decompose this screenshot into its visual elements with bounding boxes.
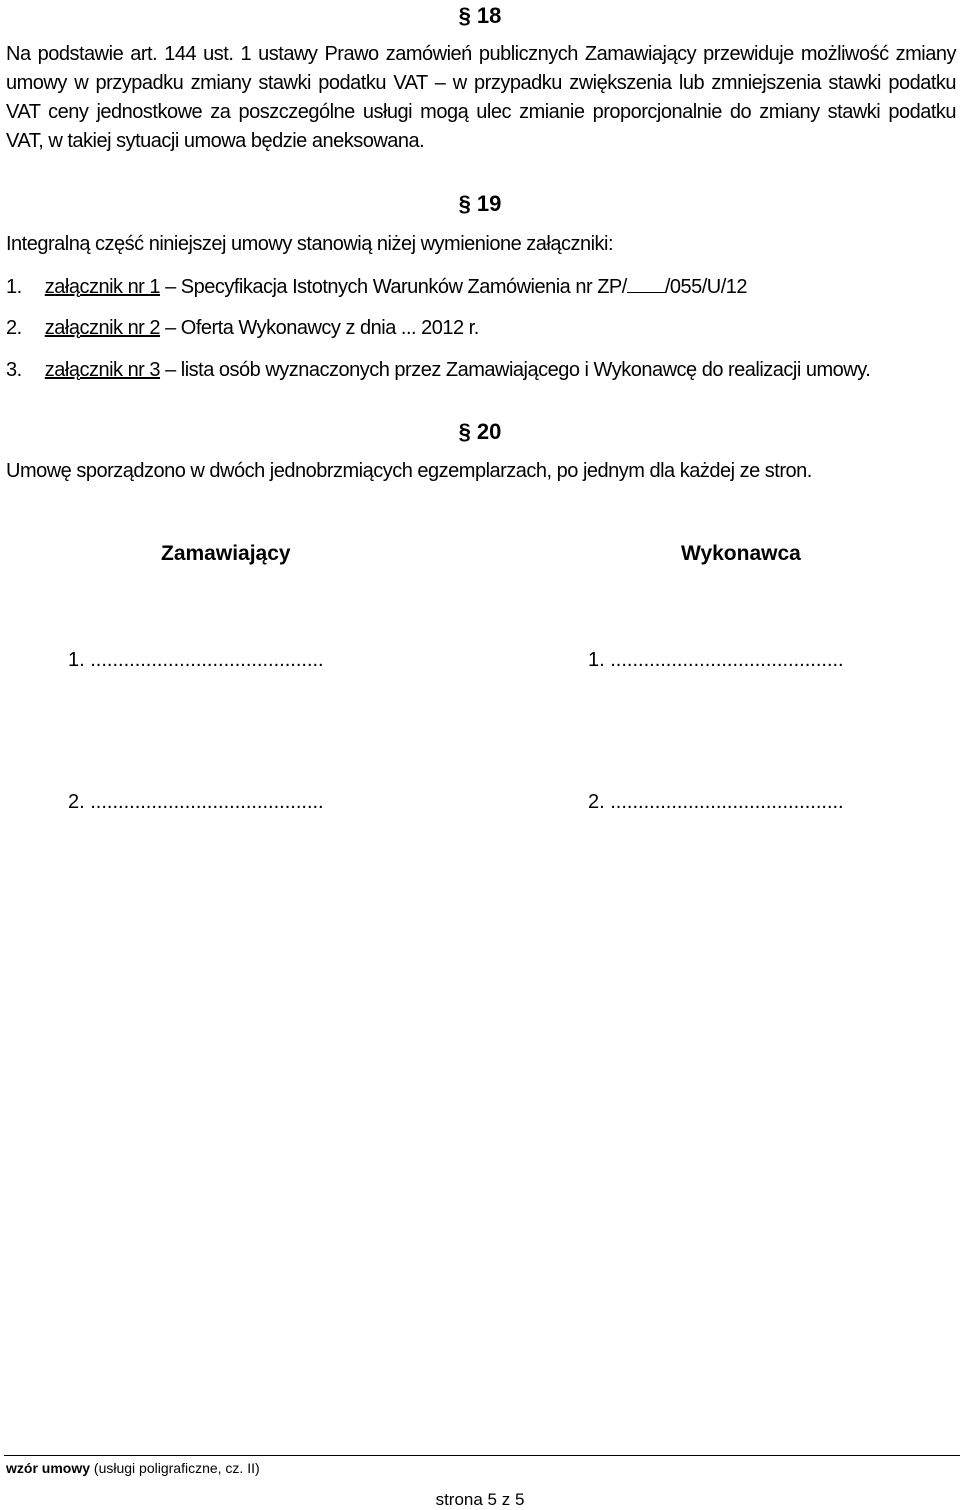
section-18-text: Na podstawie art. 144 ust. 1 ustawy Prawo zamówień publicznych Zamawiający przewiduje możliwość zmiany umowy w przypadku zmiany stawki podatku VAT – w przypadku zwiększenia lub zmniejszenia stawki podatku VAT ceny jednostkowe za poszczególne usługi mogą ulec zmianie proporcjonalnie do zmiany stawki podatku VAT, w takiej sytuacji umowa będzie aneksowana. (6, 43, 956, 152)
attachment-item-3 (6, 356, 870, 384)
signature-title-wykonawca: Wykonawca (681, 542, 801, 565)
signature-title-zamawiajacy: Zamawiający (161, 542, 291, 565)
attachment-item-1 (6, 273, 747, 301)
signature-line-right-2: 2. .......................................... (588, 791, 844, 813)
attachment-num: 3. (6, 359, 22, 381)
attachment-label: załącznik nr 2 (44, 317, 161, 339)
section-19-intro: Integralną część niniejszej umowy stanowią niżej wymienione załączniki: (6, 233, 614, 255)
attachment-label: załącznik nr 3 (44, 359, 161, 381)
section-18-heading: § 18 (458, 3, 502, 28)
section-20-heading: § 20 (458, 419, 502, 444)
signature-line-right-1: 1. .......................................... (588, 649, 844, 671)
attachment-num: 2. (6, 317, 22, 339)
footer-label-rest: (usługi poligraficzne, cz. II) (90, 1460, 260, 1476)
attachment-text: – Oferta Wykonawcy z dnia ... 2012 r. (160, 317, 479, 339)
blank-field (627, 274, 665, 293)
footer-label (6, 1460, 260, 1476)
attachment-item-2 (6, 314, 479, 342)
footer-label-bold: wzór umowy (6, 1460, 91, 1476)
attachment-num: 1. (6, 276, 22, 298)
footer-page-number: strona 5 z 5 (435, 1490, 525, 1509)
signature-line-left-1: 1. .......................................... (68, 649, 324, 671)
attachment-text: – Specyfikacja Istotnych Warunków Zamówienia nr ZP/ (160, 276, 627, 298)
footer-divider (4, 1455, 960, 1456)
section-20-text: Umowę sporządzono w dwóch jednobrzmiących egzemplarzach, po jednym dla każdej ze stron. (6, 460, 812, 482)
attachment-suffix: /055/U/12 (664, 276, 748, 298)
attachment-label: załącznik nr 1 (44, 276, 161, 298)
section-19-heading: § 19 (458, 191, 502, 216)
attachment-text: – lista osób wyznaczonych przez Zamawiającego i Wykonawcę do realizacji umowy. (160, 359, 871, 381)
signature-line-left-2: 2. .......................................... (68, 791, 324, 813)
